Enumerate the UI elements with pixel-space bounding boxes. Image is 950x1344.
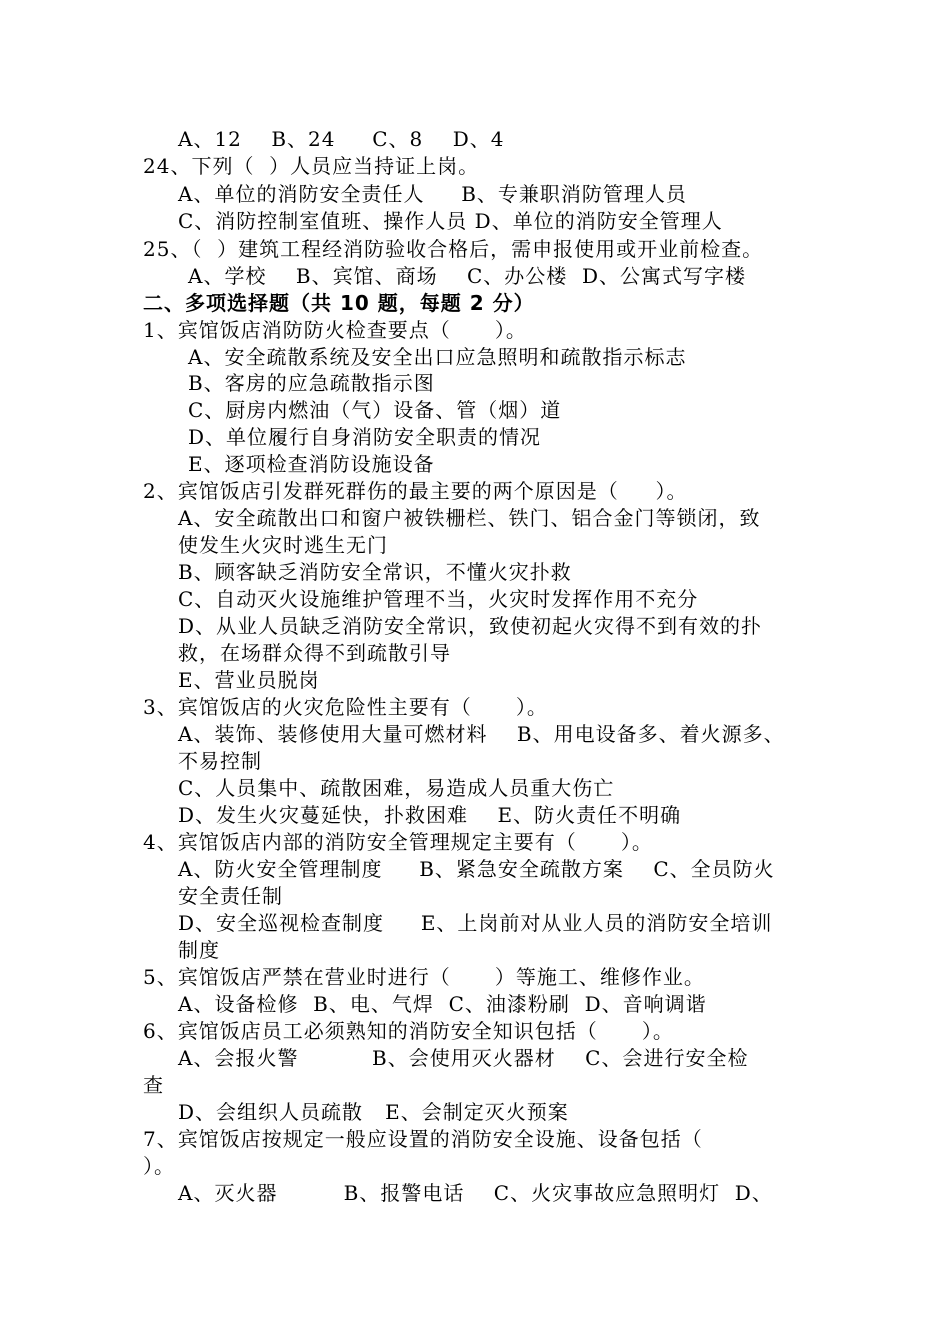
- q24-options-cd: C、消防控制室值班、操作人员 D、单位的消防安全管理人: [178, 209, 723, 233]
- mq5-options: A、设备检修 B、电、气焊 C、油漆粉刷 D、音响调谐: [178, 992, 707, 1016]
- mq4-stem: 4、宾馆饭店内部的消防安全管理规定主要有（ ）。: [143, 830, 653, 854]
- mq2-option-d-cont: 救，在场群众得不到疏散引导: [178, 641, 451, 665]
- mq6-options-de: D、会组织人员疏散 E、会制定灭火预案: [178, 1100, 569, 1124]
- mq7-stem-cont: ）。: [143, 1154, 175, 1178]
- mq1-option-a: A、安全疏散系统及安全出口应急照明和疏散指示标志: [188, 345, 687, 369]
- mq3-stem: 3、宾馆饭店的火灾危险性主要有（ ）。: [143, 695, 548, 719]
- mq2-option-b: B、顾客缺乏消防安全常识，不懂火灾扑救: [178, 560, 572, 584]
- mq1-option-b: B、客房的应急疏散指示图: [188, 371, 435, 395]
- mq4-option-e-cont: 制度: [178, 938, 220, 962]
- mq6-stem: 6、宾馆饭店员工必须熟知的消防安全知识包括（ ）。: [143, 1019, 674, 1043]
- mq2-option-a-cont: 使发生火灾时逃生无门: [178, 533, 388, 557]
- mq6-options-abc: A、会报火警 B、会使用灭火器材 C、会进行安全检: [178, 1046, 749, 1070]
- q25-options: A、学校 B、宾馆、商场 C、办公楼 D、公寓式写字楼: [188, 264, 747, 288]
- mq3-options-ab: A、装饰、装修使用大量可燃材料 B、用电设备多、着火源多、: [178, 722, 785, 746]
- q25-stem: 25、（ ）建筑工程经消防验收合格后，需申报使用或开业前检查。: [143, 237, 764, 261]
- mq4-options-de: D、安全巡视检查制度 E、上岗前对从业人员的消防安全培训: [178, 911, 773, 935]
- mq2-option-e: E、营业员脱岗: [178, 668, 320, 692]
- mq1-option-e: E、逐项检查消防设施设备: [188, 452, 435, 476]
- q24-options-ab: A、单位的消防安全责任人 B、专兼职消防管理人员: [178, 182, 687, 206]
- mq7-options: A、灭火器 B、报警电话 C、火灾事故应急照明灯 D、: [178, 1181, 773, 1205]
- mq3-option-c: C、人员集中、疏散困难，易造成人员重大伤亡: [178, 776, 615, 800]
- mq4-option-c-cont: 安全责任制: [178, 884, 283, 908]
- mq3-options-de: D、发生火灾蔓延快，扑救困难 E、防火责任不明确: [178, 803, 682, 827]
- q24-stem: 24、下列（ ）人员应当持证上岗。: [143, 154, 480, 178]
- mq2-option-c: C、自动灭火设施维护管理不当，火灾时发挥作用不充分: [178, 587, 699, 611]
- mq2-option-d: D、从业人员缺乏消防安全常识，致使初起火灾得不到有效的扑: [178, 614, 763, 638]
- q23-options: A、12 B、24 C、8 D、4: [178, 127, 505, 151]
- mq3-option-b-cont: 不易控制: [178, 749, 262, 773]
- section-heading: 二、多项选择题（共 10 题，每题 2 分）: [143, 291, 535, 315]
- mq2-option-a: A、安全疏散出口和窗户被铁栅栏、铁门、铝合金门等锁闭，致: [178, 506, 761, 530]
- mq7-stem: 7、宾馆饭店按规定一般应设置的消防安全设施、设备包括（: [143, 1127, 703, 1151]
- mq5-stem: 5、宾馆饭店严禁在营业时进行（ ）等施工、维修作业。: [143, 965, 705, 989]
- mq1-option-c: C、厨房内燃油（气）设备、管（烟）道: [188, 398, 562, 422]
- mq4-options-abc: A、防火安全管理制度 B、紧急安全疏散方案 C、全员防火: [178, 857, 775, 881]
- mq6-option-c-cont: 查: [143, 1073, 164, 1097]
- mq1-stem: 1、宾馆饭店消防防火检查要点（ ）。: [143, 318, 527, 342]
- mq2-stem: 2、宾馆饭店引发群死群伤的最主要的两个原因是（ ）。: [143, 479, 688, 503]
- mq1-option-d: D、单位履行自身消防安全职责的情况: [188, 425, 542, 449]
